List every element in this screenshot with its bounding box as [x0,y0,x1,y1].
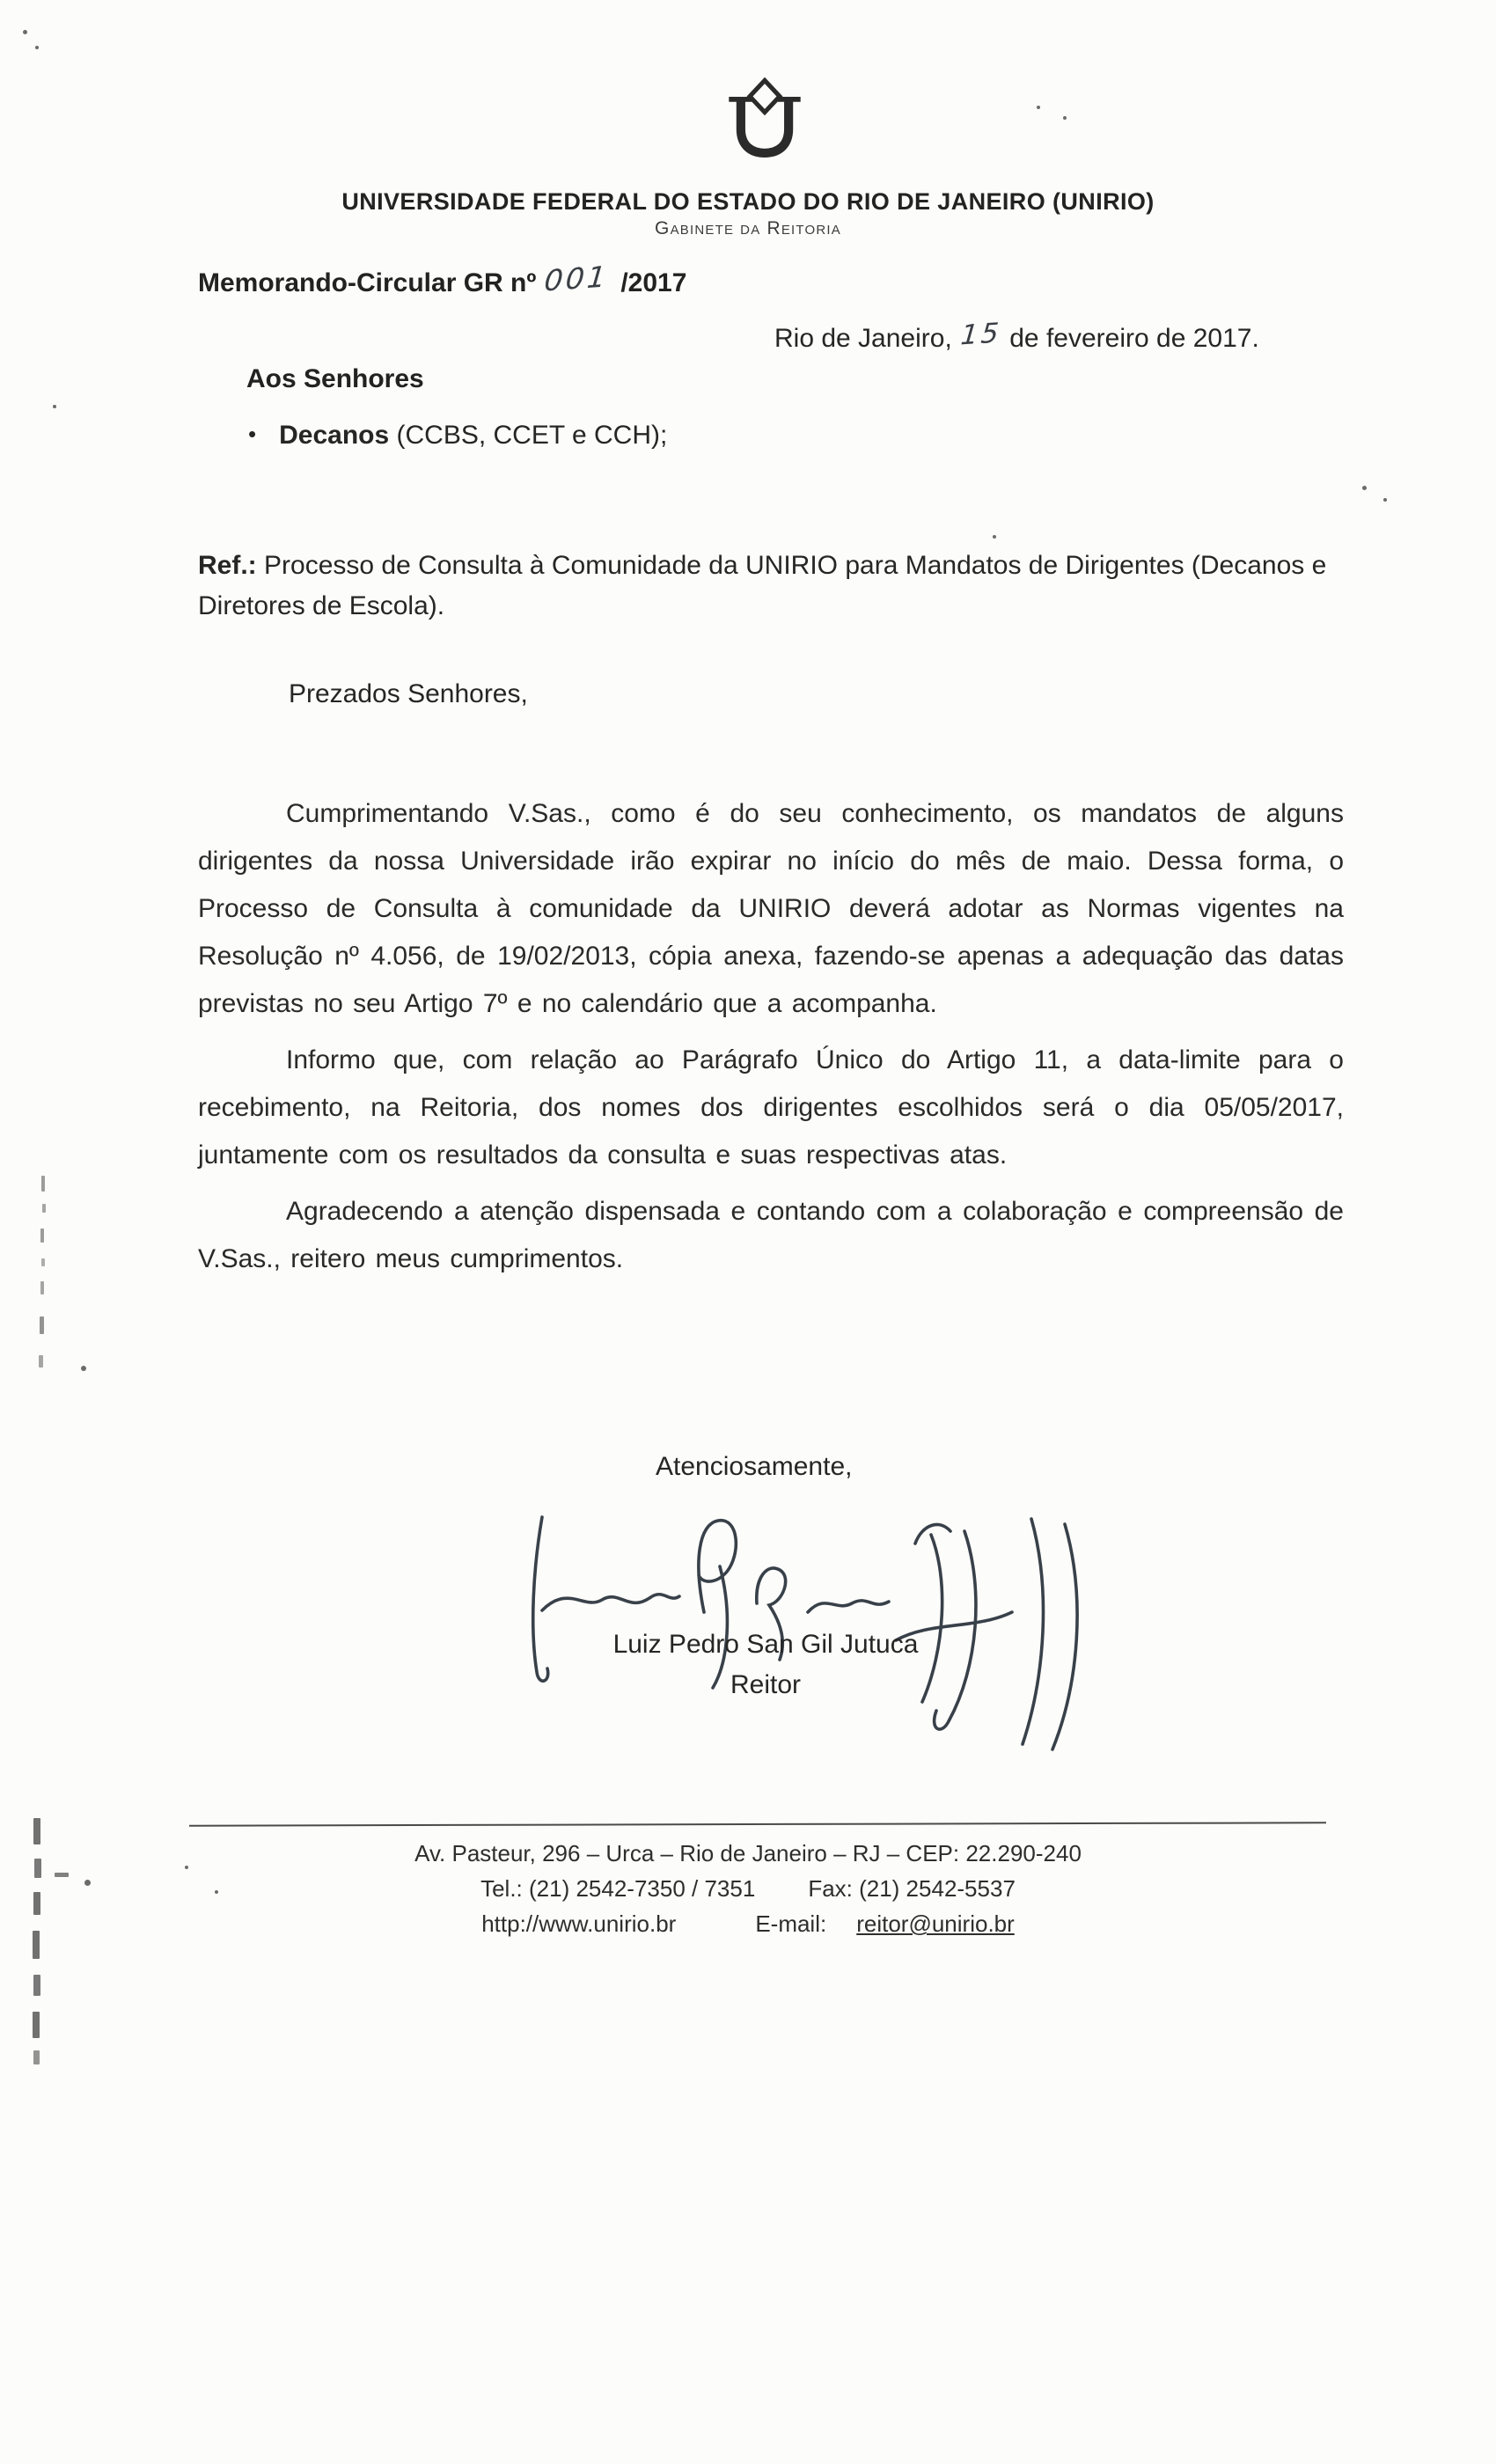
signatory-title: Reitor [730,1670,802,1699]
signatory-name: Luiz Pedro San Gil Jutuca [612,1630,919,1659]
memo-suffix: /2017 [620,268,687,297]
dateline-city: Rio de Janeiro, [774,324,952,353]
scan-artifact [41,1258,45,1266]
office-name: Gabinete da Reitoria [655,218,841,238]
scan-artifact [33,1931,40,1959]
scan-artifact [33,2012,40,2038]
scan-artifact [1383,498,1387,502]
scan-artifact [40,1228,44,1243]
body-paragraph-3: Agradecendo a atenção dispensada e contando com a colaboração e compreensão de V.Sas., reitero meus cumprimentos. [198,1197,1344,1273]
body-paragraph-1: Cumprimentando V.Sas., como é do seu conhecimento, os mandatos de alguns dirigentes da nossa Universidade irão expirar no início do mês de maio. Dessa forma, o Processo de Consulta à comunidade da UNIRIO deverá adotar as Normas vigentes na Resolução nº 4.056, de 19/02/2013, cópia anexa, fazendo-se apenas a adequação das datas previstas no seu Artigo 7º e no calendário que a acompanha. [198,799,1344,1018]
handwritten-memo-number: 001 [543,259,611,298]
memo-number-line [198,259,687,298]
university-name: UNIVERSIDADE FEDERAL DO ESTADO DO RIO DE JANEIRO (UNIRIO) [341,188,1155,215]
footer-email-label: E-mail: [755,1910,827,1937]
scan-artifact [993,535,996,539]
letter-body [198,790,1344,1283]
unirio-logo [715,77,815,173]
scan-artifact [42,1204,46,1213]
scan-artifact [53,405,56,408]
recipient-item-bold: Decanos [279,421,390,450]
footer-email: reitor@unirio.br [856,1910,1015,1937]
salutation: Prezados Senhores, [289,679,528,708]
footer-fax: Fax: (21) 2542-5537 [808,1875,1016,1902]
dateline [774,317,1259,354]
scan-artifact [55,1873,69,1877]
handwritten-day: 15 [959,317,1003,352]
footer-website: http://www.unirio.br [481,1910,677,1937]
scan-artifact [33,1818,40,1844]
footer-address: Av. Pasteur, 296 – Urca – Rio de Janeiro – RJ – CEP: 22.290-240 [414,1840,1082,1866]
closing: Atenciosamente, [656,1452,853,1481]
reference-text: Processo de Consulta à Comunidade da UNIRIO para Mandatos de Dirigentes (Decanos e Diretores de Escola). [198,551,1327,620]
scan-artifact [40,1316,44,1334]
scan-artifact [23,30,27,34]
signature-scrawl [517,1480,1098,1766]
footer [0,1836,1496,1941]
memo-prefix: Memorando-Circular GR nº [198,268,537,297]
footer-phone: Tel.: (21) 2542-7350 / 7351 [480,1875,756,1902]
scan-artifact [84,1880,91,1886]
recipients-heading: Aos Senhores [246,364,424,393]
scan-artifact [33,1975,40,1996]
scan-artifact [81,1366,86,1371]
footer-phone-line [0,1871,1496,1906]
reference-label: Ref.: [198,551,257,580]
signature-block [493,1624,1038,1705]
recipient-item [248,421,667,451]
scan-artifact [39,1355,43,1368]
scan-artifact [34,1859,41,1878]
reference-line [198,546,1351,627]
scan-artifact [1037,106,1040,109]
scan-artifact [33,1892,40,1915]
scan-artifact [185,1866,188,1869]
scan-artifact [35,46,39,49]
scan-artifact [1063,116,1067,120]
scan-artifact [41,1176,45,1192]
footer-web-line [0,1906,1496,1941]
dateline-rest: de fevereiro de 2017. [1009,324,1259,353]
scan-artifact [1362,486,1367,490]
scan-artifact [215,1890,218,1894]
scan-artifact [33,2050,40,2064]
body-paragraph-2: Informo que, com relação ao Parágrafo Único do Artigo 11, a data-limite para o recebimento, na Reitoria, dos nomes dos dirigentes escolhidos será o dia 05/05/2017, juntamente com os resultados da consulta e suas respectivas atas. [198,1045,1344,1170]
scan-artifact [40,1281,44,1294]
bullet-icon: • [248,421,257,447]
footer-divider [189,1822,1326,1826]
recipient-item-rest: (CCBS, CCET e CCH); [389,421,668,450]
